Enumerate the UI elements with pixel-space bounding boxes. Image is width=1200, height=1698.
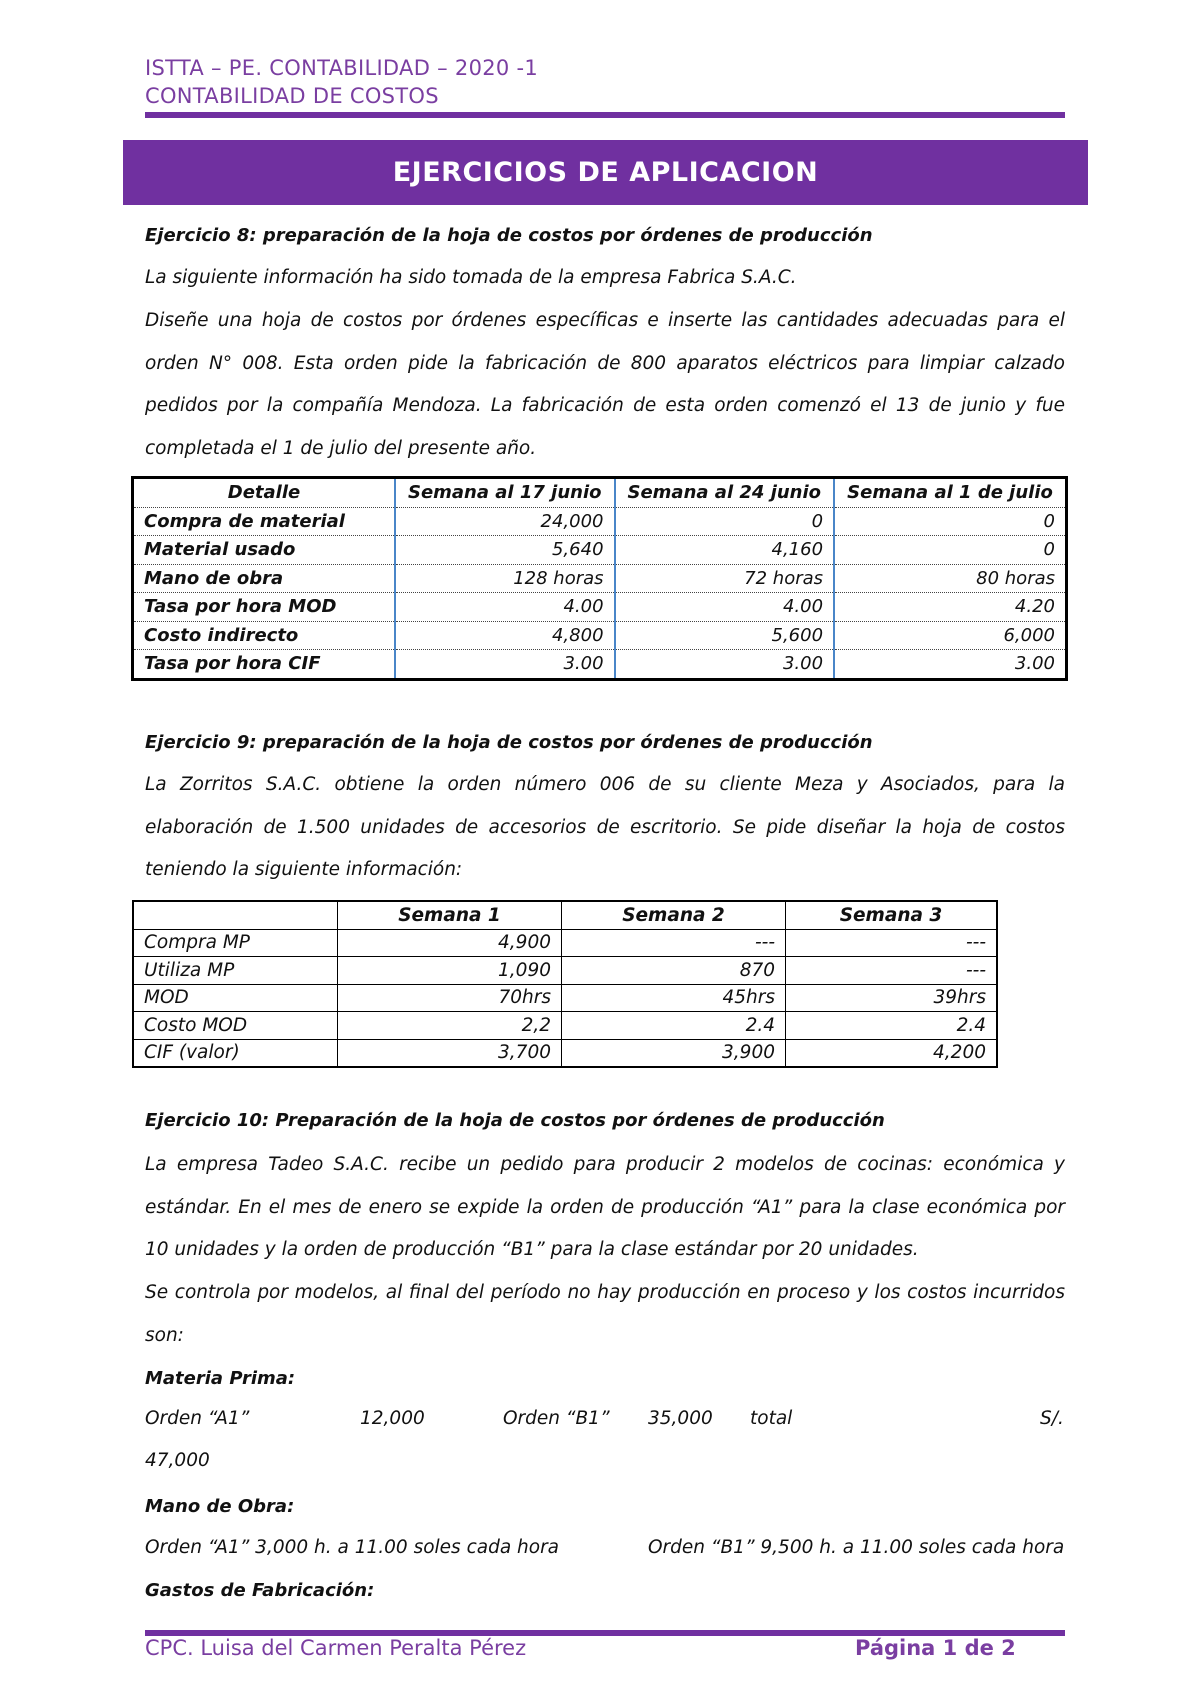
table-cell: CIF (valor) bbox=[133, 1039, 338, 1067]
table-cell: 3.00 bbox=[834, 650, 1066, 680]
table-cell: 4.00 bbox=[615, 593, 835, 622]
materia-prima-label: Materia Prima: bbox=[145, 1368, 296, 1389]
table-cell: --- bbox=[562, 929, 786, 957]
table-cell: Compra de material bbox=[133, 507, 396, 536]
table-cell: Utiliza MP bbox=[133, 957, 338, 985]
mp-total-label: total bbox=[750, 1408, 793, 1429]
page-title: EJERCICIOS DE APLICACION bbox=[123, 140, 1088, 205]
table-cell: 3,700 bbox=[338, 1039, 562, 1067]
gastos-fabricacion-label: Gastos de Fabricación: bbox=[145, 1580, 375, 1601]
table-cell: 4,900 bbox=[338, 929, 562, 957]
table-cell: MOD bbox=[133, 984, 338, 1012]
table-cell: 2.4 bbox=[562, 1012, 786, 1040]
table-cell: Mano de obra bbox=[133, 564, 396, 593]
table-cell: 39hrs bbox=[786, 984, 998, 1012]
ej9-table bbox=[132, 900, 998, 1068]
table-cell: Tasa por hora CIF bbox=[133, 650, 396, 680]
table-cell: 4.20 bbox=[834, 593, 1066, 622]
ej10-description: La empresa Tadeo S.A.C. recibe un pedido para producir 2 modelos de cocinas: económica y estándar. En el mes de enero se expide la orden de producción “A1” para la clase económica por 10 unidades y la orden de producción “B1” para la clase estándar por 20 unidades. bbox=[145, 1154, 1065, 1260]
header-course: ISTTA – PE. CONTABILIDAD – 2020 -1 bbox=[145, 56, 539, 80]
table-cell: 3.00 bbox=[615, 650, 835, 680]
mp-b1-value: 35,000 bbox=[648, 1408, 713, 1429]
ej9-title: Ejercicio 9: preparación de la hoja de costos por órdenes de producción bbox=[145, 732, 873, 753]
table-cell: --- bbox=[786, 957, 998, 985]
table-cell: 0 bbox=[615, 507, 835, 536]
ej8-table bbox=[131, 476, 1068, 681]
mp-a1-label: Orden “A1” bbox=[145, 1408, 250, 1429]
mp-a1-value: 12,000 bbox=[360, 1408, 425, 1429]
table-cell: Material usado bbox=[133, 536, 396, 565]
table-row bbox=[133, 507, 1067, 536]
table-cell: 0 bbox=[834, 536, 1066, 565]
footer-page-number: Página 1 de 2 bbox=[855, 1636, 1016, 1660]
table-cell: 24,000 bbox=[395, 507, 615, 536]
ej8-title: Ejercicio 8: preparación de la hoja de costos por órdenes de producción bbox=[145, 225, 873, 246]
table-cell: 3,900 bbox=[562, 1039, 786, 1067]
mp-b1-label: Orden “B1” bbox=[503, 1408, 610, 1429]
table-header: Semana al 24 junio bbox=[615, 478, 835, 508]
table-row bbox=[133, 650, 1067, 680]
table-header-row bbox=[133, 901, 997, 929]
table-header: Semana 3 bbox=[786, 901, 998, 929]
table-row bbox=[133, 984, 997, 1012]
table-header: Semana 1 bbox=[338, 901, 562, 929]
table-cell: 870 bbox=[562, 957, 786, 985]
table-cell: 4.00 bbox=[395, 593, 615, 622]
table-header-row bbox=[133, 478, 1067, 508]
table-cell: 5,640 bbox=[395, 536, 615, 565]
table-row bbox=[133, 536, 1067, 565]
table-row bbox=[133, 621, 1067, 650]
mp-total-value: 47,000 bbox=[145, 1450, 210, 1471]
table-cell: 2,2 bbox=[338, 1012, 562, 1040]
table-header: Semana al 17 junio bbox=[395, 478, 615, 508]
table-row bbox=[133, 929, 997, 957]
table-cell: 4,800 bbox=[395, 621, 615, 650]
table-cell: 80 horas bbox=[834, 564, 1066, 593]
table-header: Semana 2 bbox=[562, 901, 786, 929]
table-row bbox=[133, 564, 1067, 593]
table-cell: --- bbox=[786, 929, 998, 957]
table-cell: 45hrs bbox=[562, 984, 786, 1012]
table-cell: Costo MOD bbox=[133, 1012, 338, 1040]
table-cell: Tasa por hora MOD bbox=[133, 593, 396, 622]
ej8-intro: La siguiente información ha sido tomada de la empresa Fabrica S.A.C. bbox=[145, 267, 797, 288]
table-cell: Costo indirecto bbox=[133, 621, 396, 650]
table-cell: 6,000 bbox=[834, 621, 1066, 650]
table-cell: 5,600 bbox=[615, 621, 835, 650]
table-row bbox=[133, 1012, 997, 1040]
ej10-title: Ejercicio 10: Preparación de la hoja de costos por órdenes de producción bbox=[145, 1110, 885, 1131]
footer-author: CPC. Luisa del Carmen Peralta Pérez bbox=[145, 1636, 527, 1660]
mano-obra-label: Mano de Obra: bbox=[145, 1496, 295, 1517]
table-row bbox=[133, 593, 1067, 622]
table-header: Semana al 1 de julio bbox=[834, 478, 1066, 508]
mp-currency: S/. bbox=[1040, 1408, 1064, 1429]
table-header bbox=[133, 901, 338, 929]
table-cell: 3.00 bbox=[395, 650, 615, 680]
table-cell: 128 horas bbox=[395, 564, 615, 593]
table-cell: 70hrs bbox=[338, 984, 562, 1012]
header-divider bbox=[145, 112, 1065, 118]
table-cell: Compra MP bbox=[133, 929, 338, 957]
ej10-costs-intro: Se controla por modelos, al final del período no hay producción en proceso y los costos incurridos son: bbox=[145, 1282, 1065, 1346]
table-cell: 4,160 bbox=[615, 536, 835, 565]
table-cell: 2.4 bbox=[786, 1012, 998, 1040]
ej8-description: Diseñe una hoja de costos por órdenes específicas e inserte las cantidades adecuadas para el orden N° 008. Esta orden pide la fabricación de 800 aparatos eléctricos para limpiar calzado pedidos por la compañía Mendoza. La fabricación de esta orden comenzó el 13 de junio y fue completada el 1 de julio del presente año. bbox=[145, 310, 1065, 459]
ej9-description: La Zorritos S.A.C. obtiene la orden número 006 de su cliente Meza y Asociados, para la elaboración de 1.500 unidades de accesorios de escritorio. Se pide diseñar la hoja de costos teniendo la siguiente información: bbox=[145, 774, 1065, 880]
table-row bbox=[133, 957, 997, 985]
table-cell: 1,090 bbox=[338, 957, 562, 985]
header-subject: CONTABILIDAD DE COSTOS bbox=[145, 84, 439, 108]
table-cell: 72 horas bbox=[615, 564, 835, 593]
mo-b1: Orden “B1” 9,500 h. a 11.00 soles cada hora bbox=[648, 1537, 1065, 1558]
mo-a1: Orden “A1” 3,000 h. a 11.00 soles cada hora bbox=[145, 1537, 560, 1558]
table-row bbox=[133, 1039, 997, 1067]
table-header: Detalle bbox=[133, 478, 396, 508]
table-cell: 4,200 bbox=[786, 1039, 998, 1067]
table-cell: 0 bbox=[834, 507, 1066, 536]
